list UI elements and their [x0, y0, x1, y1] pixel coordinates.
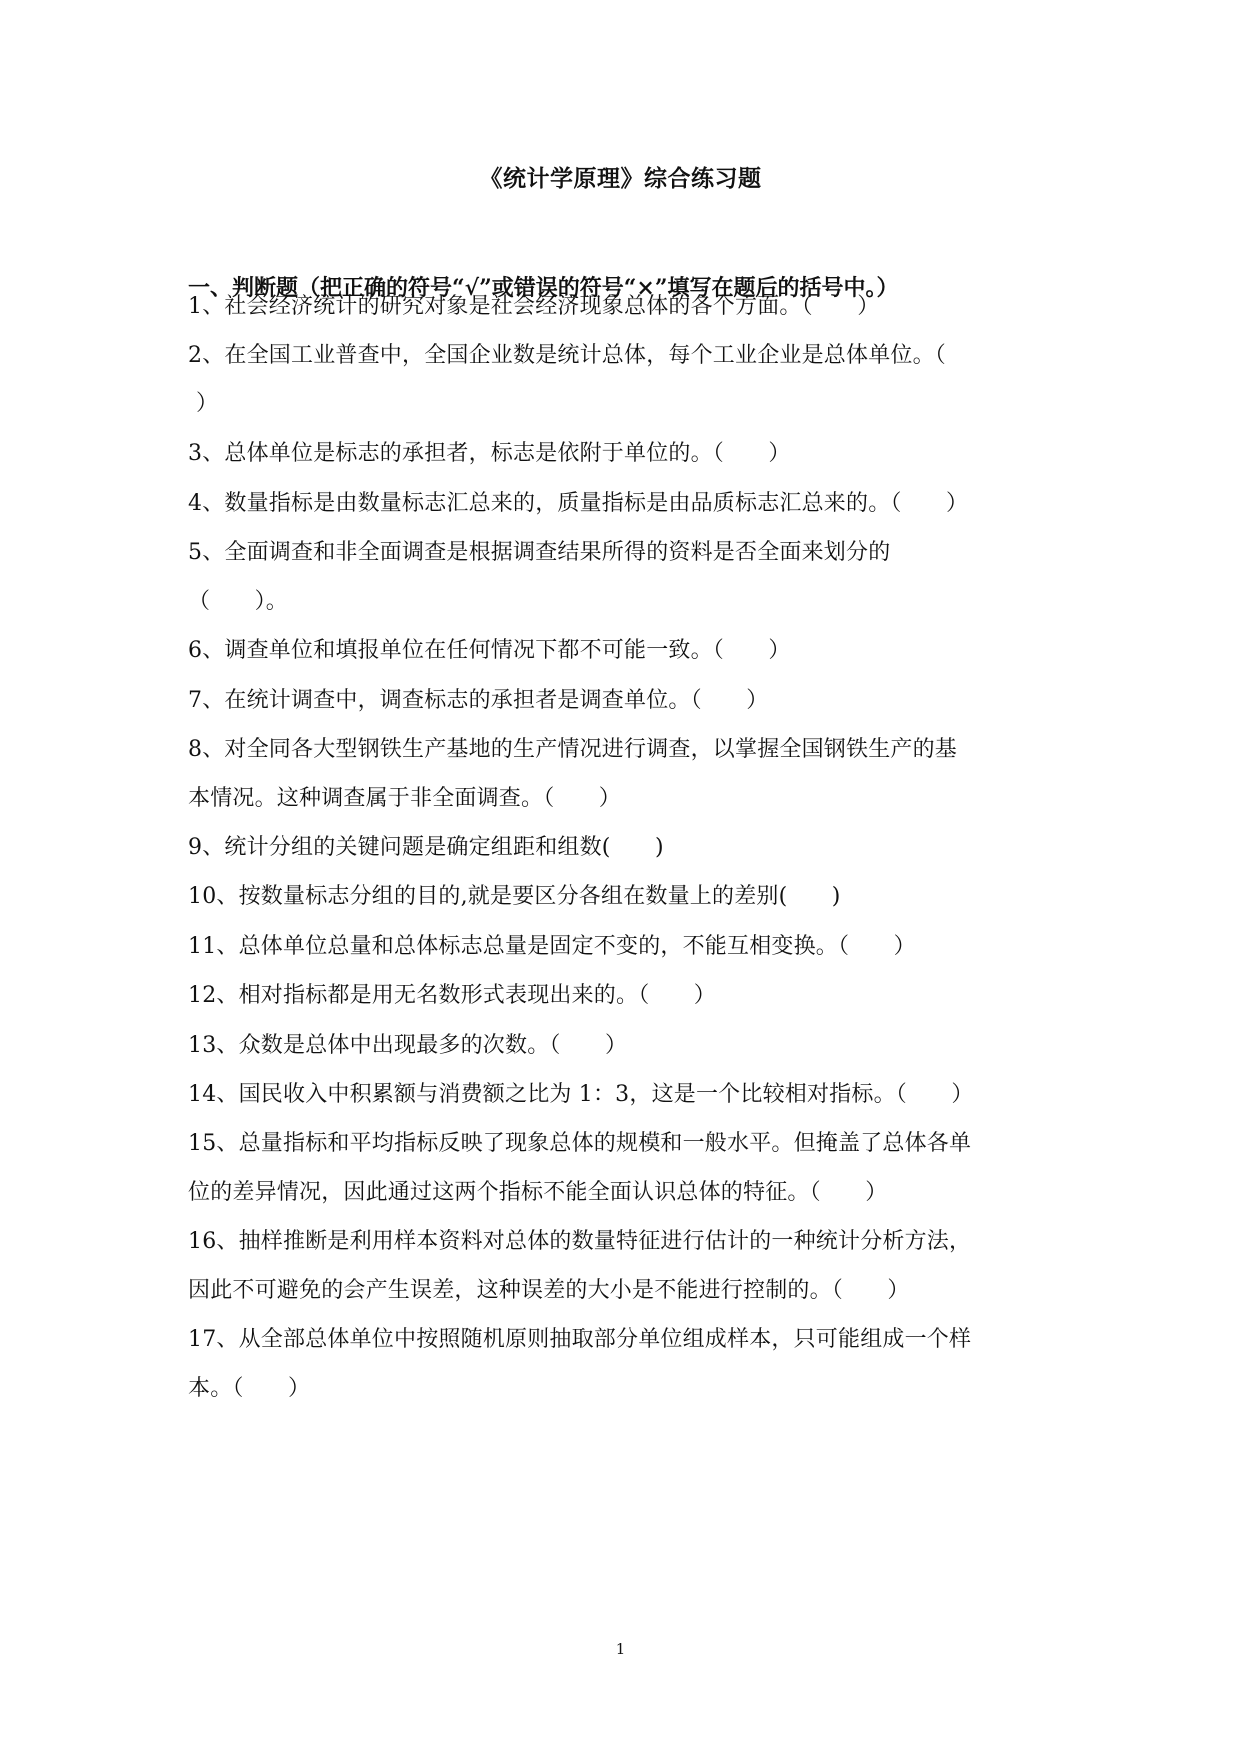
question-line: 3、总体单位是标志的承担者，标志是依附于单位的。（ ）: [188, 441, 791, 466]
question-line: 11、总体单位总量和总体标志总量是固定不变的，不能互相变换。（ ）: [188, 934, 916, 959]
question-line: 12、相对指标都是用无名数形式表现出来的。（ ）: [188, 983, 716, 1008]
question-item: [188, 426, 1068, 482]
question-line: 16、抽样推断是利用样本资料对总体的数量特征进行估计的一种统计分析方法，: [188, 1229, 972, 1254]
question-item: [188, 673, 1068, 729]
question-item: [188, 328, 1068, 432]
question-line: 因此不可避免的会产生误差，这种误差的大小是不能进行控制的。（ ）: [188, 1278, 910, 1303]
question-item: [188, 1116, 1068, 1221]
question-line: 13、众数是总体中出现最多的次数。（ ）: [188, 1033, 628, 1058]
question-line: ）: [196, 391, 219, 416]
question-line: 17、从全部总体单位中按照随机原则抽取部分单位组成样本，只可能组成一个样: [188, 1327, 972, 1352]
question-item: [188, 1214, 1068, 1319]
question-item: [188, 722, 1068, 827]
question-line: 位的差异情况，因此通过这两个指标不能全面认识总体的特征。（ ）: [188, 1180, 888, 1205]
document-title: 《统计学原理》综合练习题: [479, 165, 762, 192]
question-item: [188, 919, 1068, 975]
question-item: [188, 1018, 1068, 1074]
question-item: [188, 820, 1068, 876]
question-item: [188, 869, 1068, 925]
question-line: 10、按数量标志分组的目的,就是要区分各组在数量上的差别( ): [188, 884, 841, 909]
question-line: 本。（ ）: [188, 1376, 311, 1401]
question-line: 9、统计分组的关键问题是确定组距和组数( ): [188, 835, 664, 860]
question-line: 4、数量指标是由数量标志汇总来的，质量指标是由品质标志汇总来的。（ ）: [188, 491, 969, 516]
question-item: [188, 1312, 1068, 1417]
question-item: [188, 623, 1068, 679]
question-item: [188, 968, 1068, 1024]
question-line: 本情况。这种调查属于非全面调查。（ ）: [188, 786, 622, 811]
question-item: [188, 279, 1068, 335]
question-item: [188, 1067, 1068, 1123]
question-line: （ ）。: [188, 589, 289, 614]
question-line: 6、调查单位和填报单位在任何情况下都不可能一致。（ ）: [188, 638, 791, 663]
question-item: [188, 476, 1068, 532]
question-line: 15、总量指标和平均指标反映了现象总体的规模和一般水平。但掩盖了总体各单: [188, 1131, 972, 1156]
question-line: 8、对全同各大型钢铁生产基地的生产情况进行调查，以掌握全国钢铁生产的基: [188, 737, 957, 762]
page-number: 1: [615, 1640, 626, 1658]
question-item: [188, 525, 1068, 630]
question-line: 7、在统计调查中，调查标志的承担者是调查单位。（ ）: [188, 688, 769, 713]
question-line: 14、国民收入中积累额与消费额之比为 1：3，这是一个比较相对指标。（ ）: [188, 1082, 974, 1107]
question-line: 2、在全国工业普查中，全国企业数是统计总体，每个工业企业是总体单位。（: [188, 343, 946, 368]
question-line: 5、全面调查和非全面调查是根据调查结果所得的资料是否全面来划分的: [188, 540, 891, 565]
section-heading: 一、判断题（把正确的符号“√”或错误的符号“×”填写在题后的括号中。）: [188, 275, 899, 301]
question-line: 1、社会经济统计的研究对象是社会经济现象总体的各个方面。（ ）: [188, 294, 880, 319]
